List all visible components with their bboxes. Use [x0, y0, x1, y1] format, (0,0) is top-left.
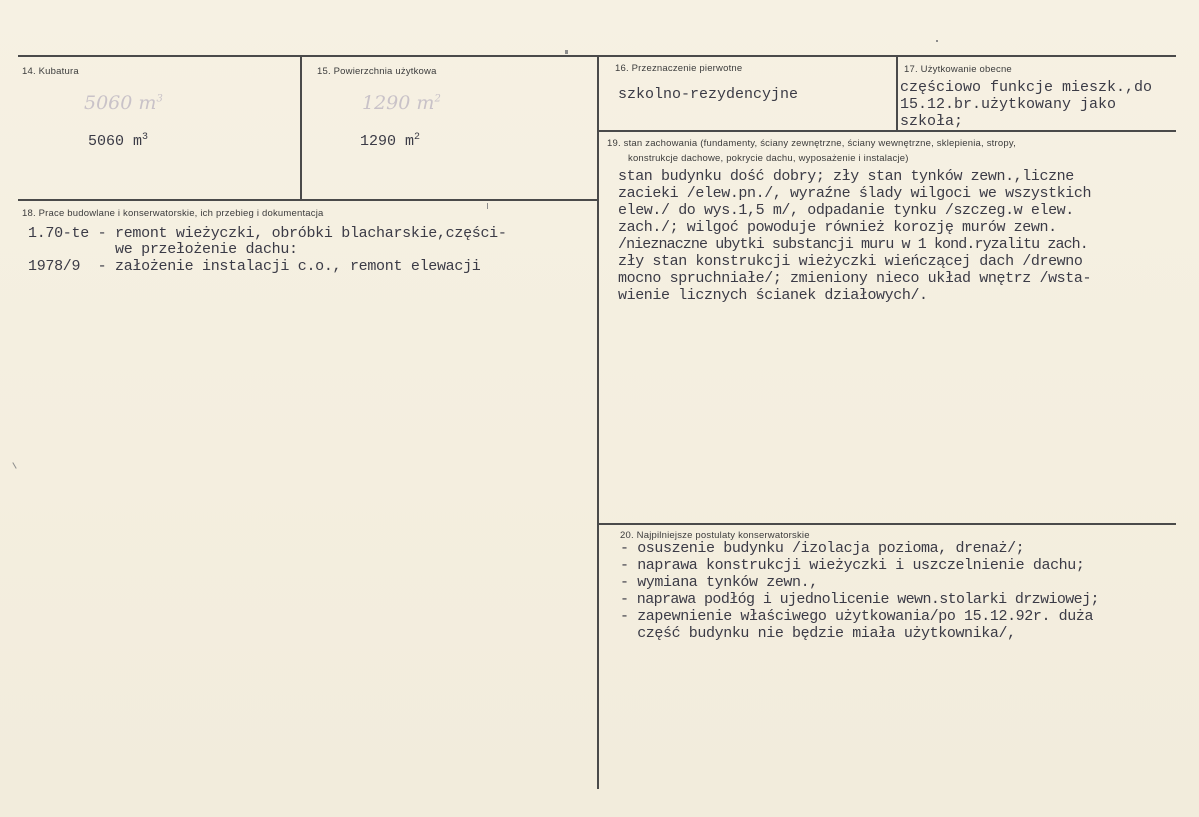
scan-speck [565, 50, 568, 54]
field-18-line: 1.70-te - remont wieżyczki, obróbki blacharskie,części- [28, 225, 507, 242]
field-17-line: 15.12.br.użytkowany jako [900, 96, 1117, 113]
field-15-pencil-note [362, 92, 441, 114]
field-14-label: 14. Kubatura [22, 66, 79, 77]
field-20-label: 20. Najpilniejsze postulaty konserwatorskie [620, 530, 810, 541]
field-15-label: 15. Powierzchnia użytkowa [317, 66, 437, 77]
scan-speck [936, 40, 938, 42]
field-17-label: 17. Użytkowanie obecne [904, 64, 1012, 75]
field-14-exp: 3 [142, 132, 149, 143]
field-18-line: we przełożenie dachu: [28, 241, 298, 258]
rule-above-20 [598, 523, 1176, 525]
field-19-line: zły stan konstrukcji wieżyczki wieńczącej dach /drewno [618, 253, 1083, 270]
scan-speck [487, 203, 488, 209]
field-17-line: szkoła; [900, 113, 964, 130]
field-19-line: wienie licznych ścianek działowych/. [618, 287, 928, 304]
field-19-line: zach./; wilgoć powoduje również korozję murów zewn. [618, 219, 1057, 236]
field-15-exp: 2 [414, 132, 421, 143]
field-19-line: mocno spruchniałe/; zmieniony nieco układ wnętrz /wsta- [618, 270, 1092, 287]
field-20-line: - naprawa podłóg i ujednolicenie wewn.stolarki drzwiowej; [620, 591, 1099, 608]
field-18-line: 1978/9 - założenie instalacji c.o., remont elewacji [28, 258, 481, 275]
field-15-unit: m [405, 133, 415, 150]
field-16-value: szkolno-rezydencyjne [618, 86, 799, 103]
field-15-pencil-unit: m [416, 92, 435, 114]
field-20-line: - zapewnienie właściwego użytkowania/po 15.12.92r. duża [620, 608, 1094, 625]
field-15-pencil-value: 1290 [362, 92, 411, 114]
field-14-unit: m [133, 133, 143, 150]
field-14-pencil-note [84, 92, 163, 114]
scan-speck [12, 462, 16, 469]
divider-14-15 [300, 56, 302, 200]
rule-under-14-15 [18, 199, 598, 201]
field-14-number: 5060 [88, 133, 125, 150]
field-14-pencil-exp: 3 [156, 93, 163, 105]
field-14-pencil-value: 5060 [84, 92, 133, 114]
field-15-value [360, 133, 420, 150]
field-15-number: 1290 [360, 133, 397, 150]
rule-under-17 [598, 130, 1176, 132]
field-16-label: 16. Przeznaczenie pierwotne [615, 63, 743, 74]
field-19-label-line1: 19. stan zachowania (fundamenty, ściany zewnętrzne, ściany wewnętrzne, sklepienia, stropy, [607, 138, 1016, 149]
field-14-value [88, 133, 148, 150]
field-19-line: /nieznaczne ubytki substancji muru w 1 kond.ryzalitu zach. [618, 236, 1088, 253]
field-18-label: 18. Prace budowlane i konserwatorskie, ich przebieg i dokumentacja [22, 208, 324, 219]
field-20-line: - naprawa konstrukcji wieżyczki i uszczelnienie dachu; [620, 557, 1085, 574]
divider-16-17 [896, 56, 898, 130]
field-14-pencil-unit: m [138, 92, 157, 114]
field-19-line: elew./ do wys.1,5 m/, odpadanie tynku /szczeg.w elew. [618, 202, 1074, 219]
field-19-label-line2: konstrukcje dachowe, pokrycie dachu, wyposażenie i instalacje) [628, 153, 909, 164]
field-19-line: stan budynku dość dobry; zły stan tynków zewn.,liczne [618, 168, 1074, 185]
field-19-line: zacieki /elew.pn./, wyraźne ślady wilgoci we wszystkich [618, 185, 1092, 202]
field-20-line: - wymiana tynków zewn., [620, 574, 818, 591]
field-15-pencil-exp: 2 [434, 93, 441, 105]
field-20-line: część budynku nie będzie miała użytkownika/, [620, 625, 1016, 642]
field-20-line: - osuszenie budynku /izolacja pozioma, drenaż/; [620, 540, 1025, 557]
center-divider [597, 56, 599, 789]
field-17-line: częściowo funkcje mieszk.,do [900, 79, 1153, 96]
